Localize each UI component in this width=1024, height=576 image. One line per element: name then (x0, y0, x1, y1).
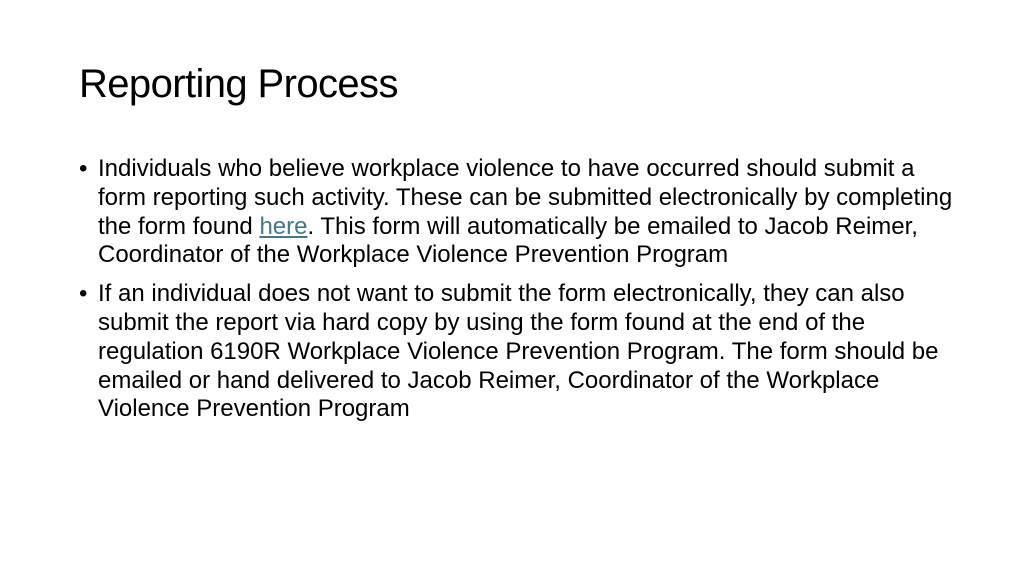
bullet-dot-icon: • (79, 280, 88, 308)
bullet-text: If an individual does not want to submit the form electronically, they can also submit the report via hard copy by using the form found at the end of the regulation 6190R Workplace Violence Prevention Program. The form should be emailed or hand delivered to Jacob Reimer, Coordinator of the Workplace Violence Prevention Program (98, 280, 939, 423)
slide-title: Reporting Process (79, 62, 398, 106)
bullet-list (79, 155, 959, 434)
bullet-item-online-reporting (79, 155, 959, 270)
bullet-text (98, 155, 959, 270)
bullet-item-hard-copy-reporting (79, 280, 959, 424)
bullet-dot-icon: • (79, 155, 88, 182)
form-link[interactable]: here (259, 212, 308, 240)
bullet-text-before-link: Individuals who believe workplace violence to have occurred should submit a form reporting such activity. These can be submitted electronically by completing the form found (98, 155, 953, 240)
bullet-text-after-link: . This form will automatically be emailed to Jacob Reimer, Coordinator of the Workplace Violence Prevention Program (98, 212, 918, 269)
